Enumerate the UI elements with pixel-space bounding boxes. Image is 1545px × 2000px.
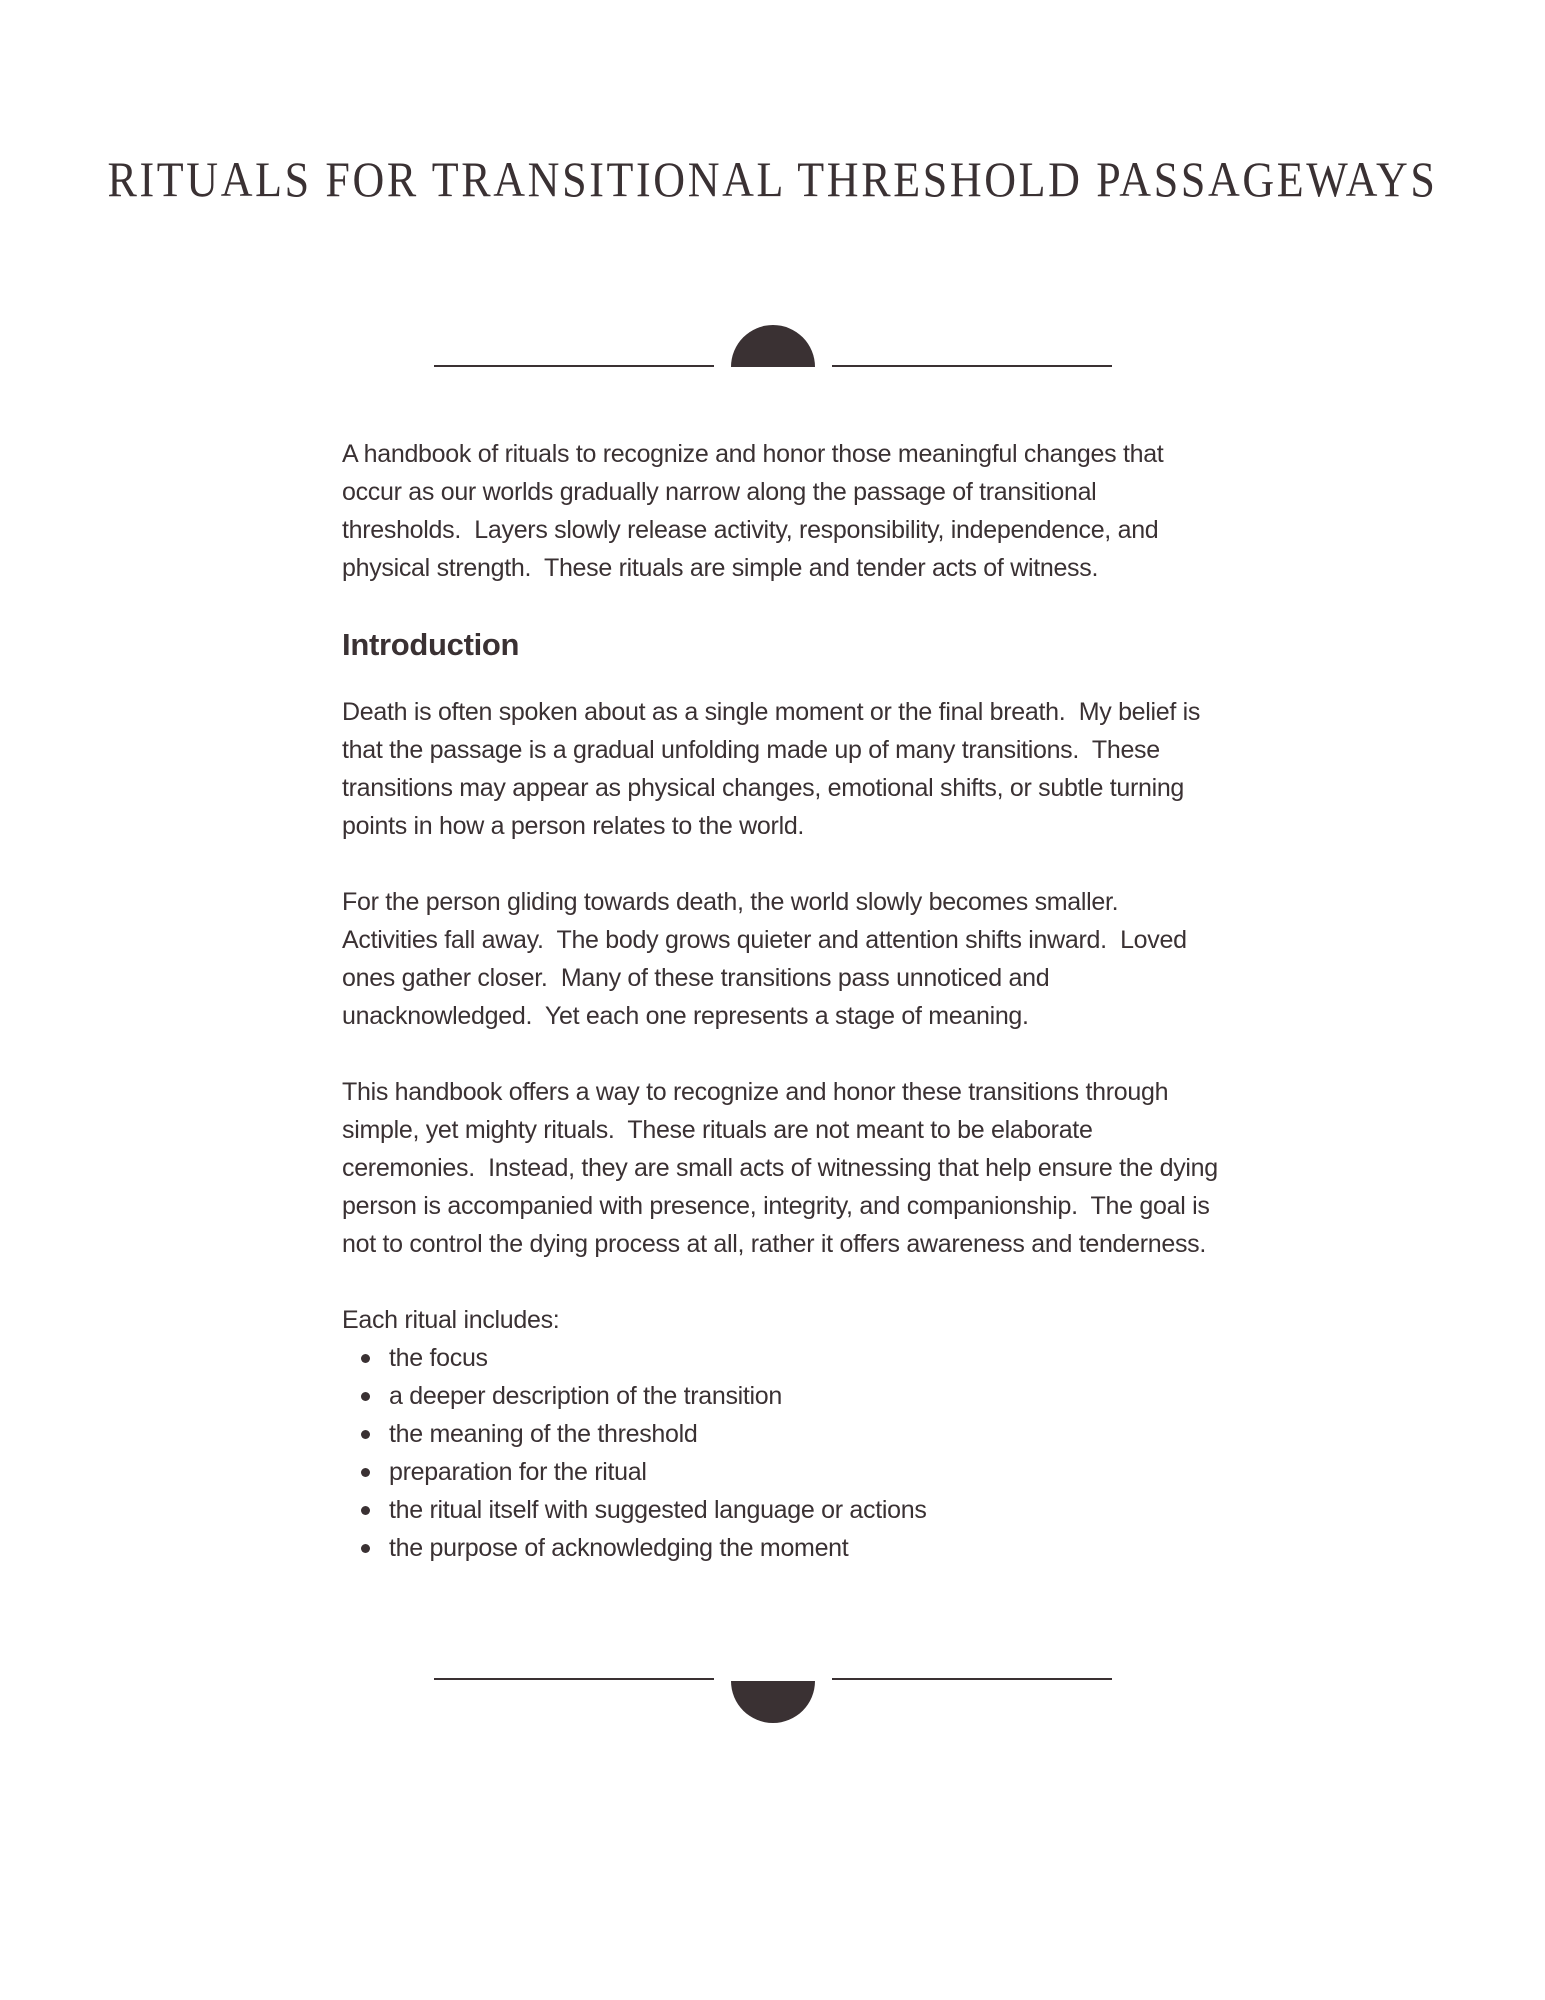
list-item-text: the ritual itself with suggested language or actions <box>389 1496 927 1524</box>
divider-line-right <box>832 365 1112 367</box>
list-item <box>389 1339 1222 1377</box>
body-paragraph-2: For the person gliding towards death, the world slowly becomes smaller. Activities fall away. The body grows quieter and attention shifts inward. Loved ones gather closer. Many of these transitions pass unnoticed and unacknowledged. Yet each one represents a stage of meaning. <box>342 888 1194 1030</box>
top-divider <box>0 325 1545 375</box>
list-item-text: the focus <box>389 1344 488 1372</box>
bullet-icon <box>361 1430 370 1439</box>
list-item-text: the purpose of acknowledging the moment <box>389 1534 849 1562</box>
list-item <box>389 1491 1222 1529</box>
list-item-text: preparation for the ritual <box>389 1458 647 1486</box>
bullet-icon <box>361 1354 370 1363</box>
list-item <box>389 1453 1222 1491</box>
bottom-divider <box>0 1678 1545 1728</box>
section-heading: Introduction <box>342 627 520 662</box>
list-item <box>389 1415 1222 1453</box>
body-paragraph-1: Death is often spoken about as a single moment or the final breath. My belief is that the passage is a gradual unfolding made up of many transitions. These transitions may appear as physical changes, emotional shifts, or subtle turning points in how a person relates to the world. <box>342 698 1207 840</box>
bullet-icon <box>361 1392 370 1401</box>
half-circle-up-ornament-icon <box>731 325 815 367</box>
bullet-icon <box>361 1506 370 1515</box>
body-paragraph-3: This handbook offers a way to recognize and honor these transitions through simple, yet mighty rituals. These rituals are not meant to be elaborate ceremonies. Instead, they are small acts of witnessing that help ensure the dying person is accompanied with presence, integrity, and companionship. The goal is not to control the dying process at all, rather it offers awareness and tenderness. <box>342 1078 1225 1258</box>
divider-line-left <box>434 365 714 367</box>
intro-paragraph: A handbook of rituals to recognize and honor those meaningful changes that occur as our worlds gradually narrow along the passage of transitional thresholds. Layers slowly release activity, responsibility, independence, and physical strength. These rituals are simple and tender acts of witness. <box>342 440 1171 582</box>
list-intro: Each ritual includes: <box>342 1306 560 1334</box>
list-item <box>389 1377 1222 1415</box>
ritual-components-list <box>342 1339 1222 1567</box>
list-item-text: a deeper description of the transition <box>389 1382 783 1410</box>
bullet-icon <box>361 1544 370 1553</box>
document-body <box>342 435 1225 1567</box>
divider-line-right <box>832 1678 1112 1680</box>
bullet-icon <box>361 1468 370 1477</box>
list-item-text: the meaning of the threshold <box>389 1420 698 1448</box>
list-item <box>389 1529 1222 1567</box>
divider-line-left <box>434 1678 714 1680</box>
page-title: RITUALS FOR TRANSITIONAL THRESHOLD PASSAGEWAYS <box>107 151 1438 207</box>
half-circle-down-ornament-icon <box>731 1681 815 1723</box>
